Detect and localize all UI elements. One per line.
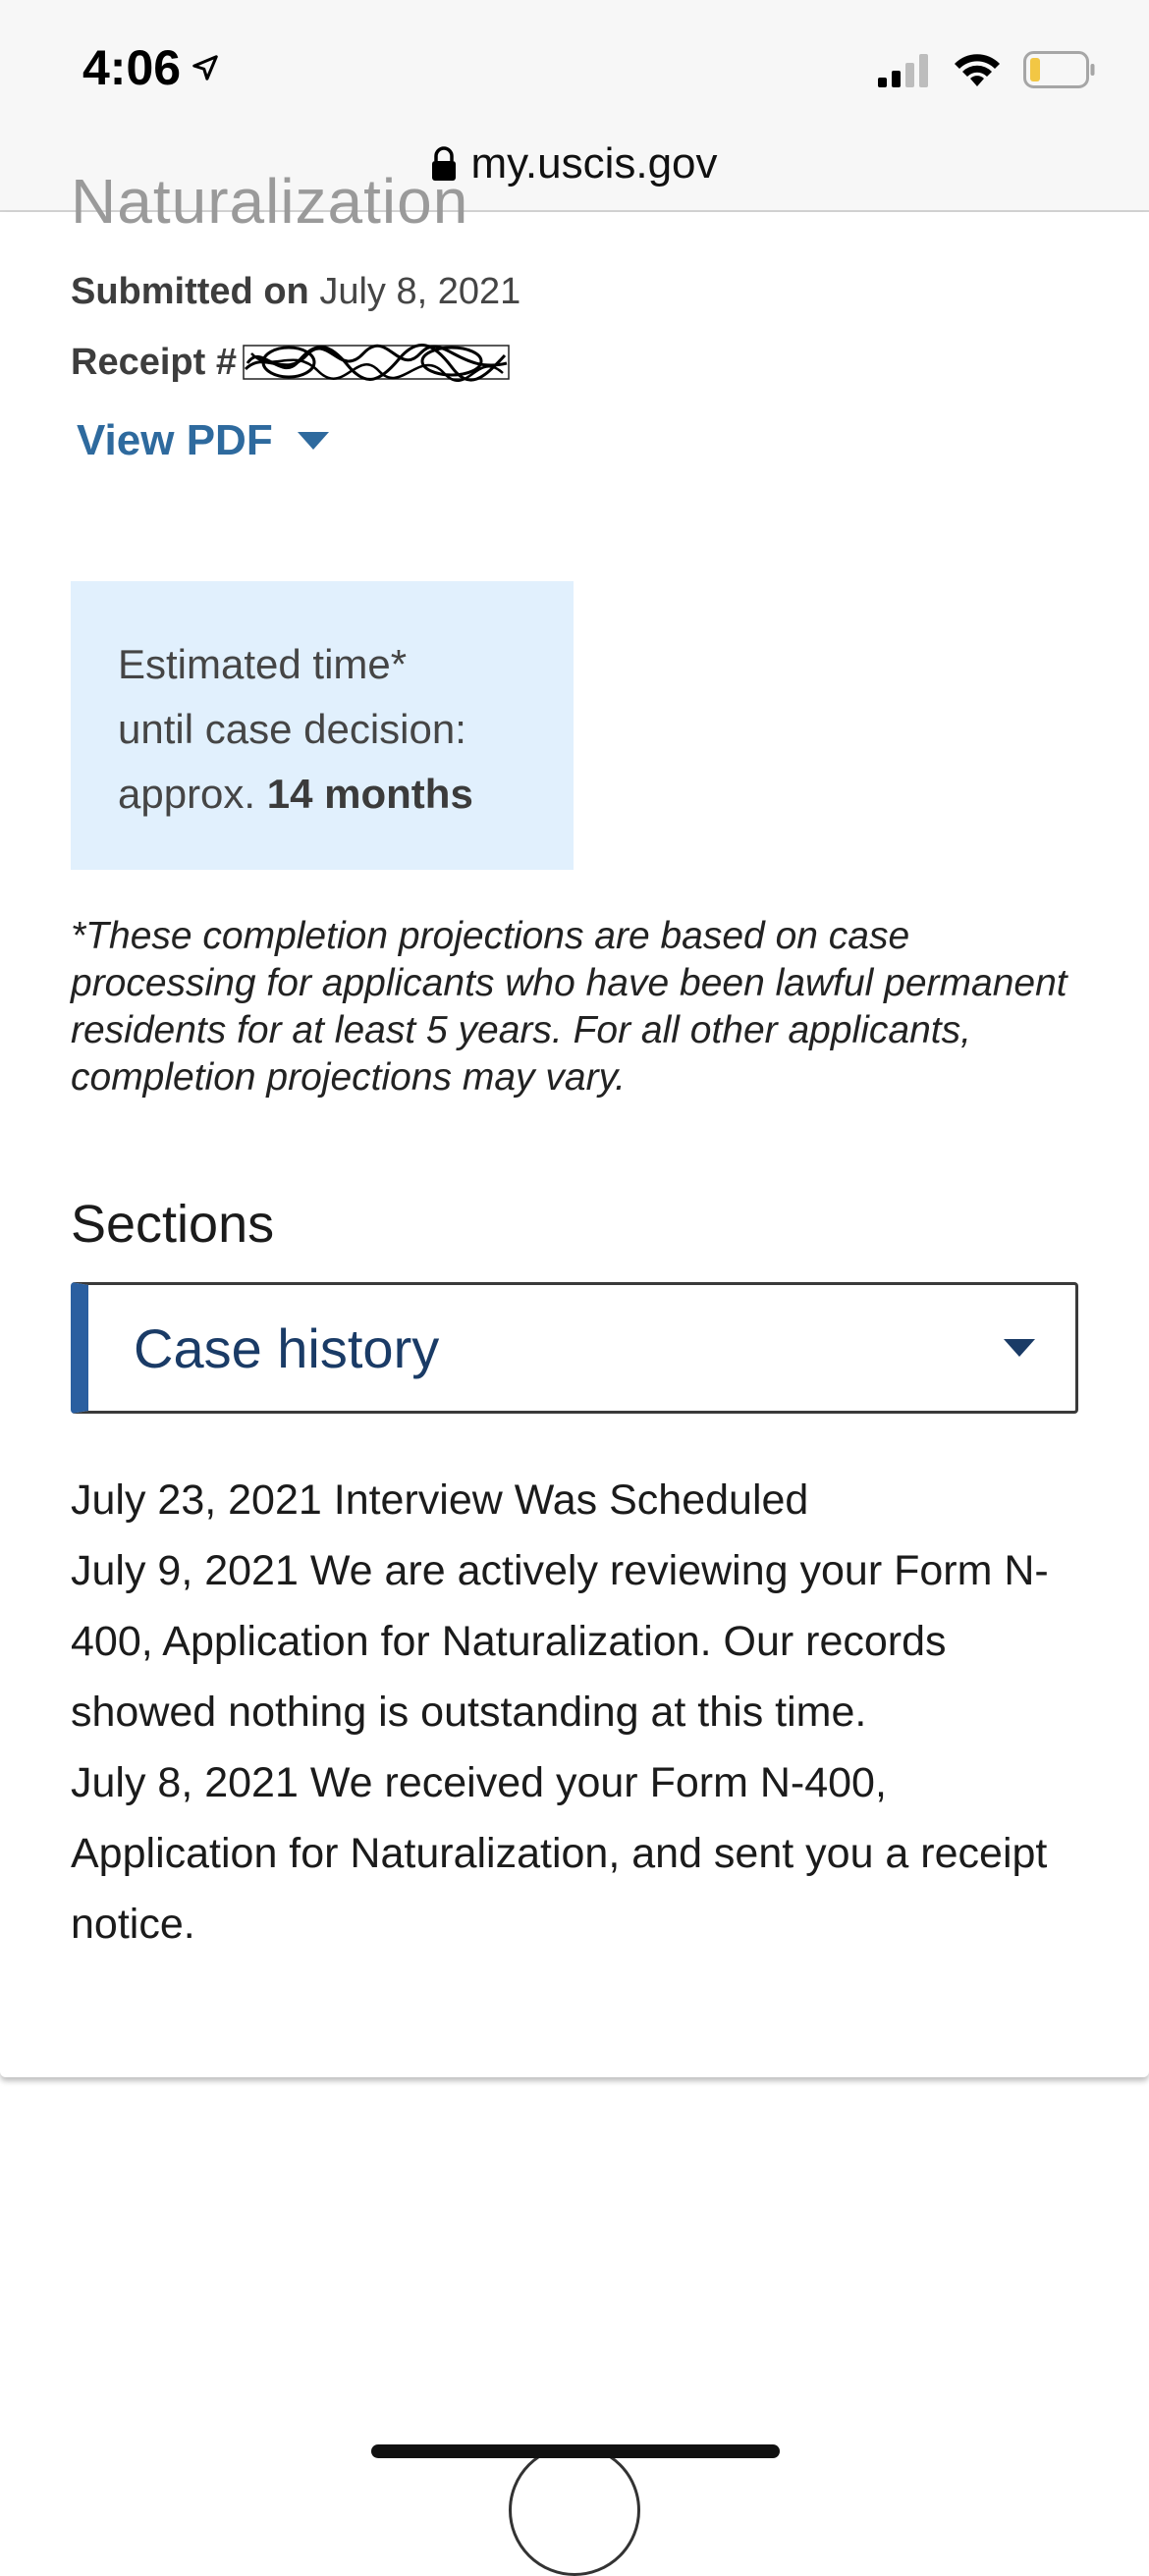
estimate-line-2: until case decision:	[118, 706, 466, 752]
estimate-line-3	[118, 762, 526, 827]
view-pdf-button[interactable]	[77, 416, 330, 465]
status-time-text: 4:06	[82, 40, 182, 95]
estimate-line-1: Estimated time*	[118, 641, 408, 687]
chevron-down-icon	[1003, 1338, 1036, 1358]
view-pdf-label: View PDF	[77, 416, 273, 464]
home-indicator[interactable]	[371, 2444, 780, 2458]
status-time	[82, 39, 220, 96]
sections-heading: Sections	[71, 1195, 275, 1254]
url-text: my.uscis.gov	[470, 139, 718, 188]
wifi-icon	[953, 51, 1002, 88]
receipt-label: Receipt #	[71, 342, 237, 383]
case-card	[0, 166, 1149, 2077]
dhs-seal-logo	[509, 2444, 640, 2576]
history-item: July 23, 2021 Interview Was Scheduled	[71, 1476, 809, 1524]
submitted-label: Submitted on	[71, 271, 309, 312]
projection-footnote: *These completion projections are based on case processing for applicants who have been lawful permanent residents for at least 5 years. For all other applicants, completion projections may vary.	[71, 915, 1067, 1099]
battery-icon	[1023, 51, 1096, 88]
submitted-date: July 8, 2021	[319, 271, 521, 312]
cellular-signal-icon	[878, 52, 931, 87]
sections-select-value: Case history	[134, 1316, 440, 1379]
estimate-prefix: approx.	[118, 771, 256, 817]
sections-select[interactable]	[71, 1282, 1078, 1414]
caret-down-icon	[297, 431, 330, 451]
estimate-box	[71, 581, 574, 870]
receipt-line	[71, 342, 237, 384]
location-arrow-icon	[191, 53, 220, 82]
receipt-redaction	[242, 340, 513, 385]
case-history-list	[71, 1465, 1082, 1959]
status-icons	[878, 51, 1096, 88]
submitted-line	[71, 271, 520, 313]
estimate-value: 14 months	[266, 771, 473, 817]
status-bar	[0, 0, 1149, 118]
case-title: Naturalization	[71, 166, 469, 237]
history-item: July 9, 2021 We are actively reviewing your Form N-400, Application for Naturalization. Our records showed nothing is outstanding at this time.	[71, 1547, 1049, 1736]
history-item: July 8, 2021 We received your Form N-400, Application for Naturalization, and sent you a receipt notice.	[71, 1759, 1048, 1948]
